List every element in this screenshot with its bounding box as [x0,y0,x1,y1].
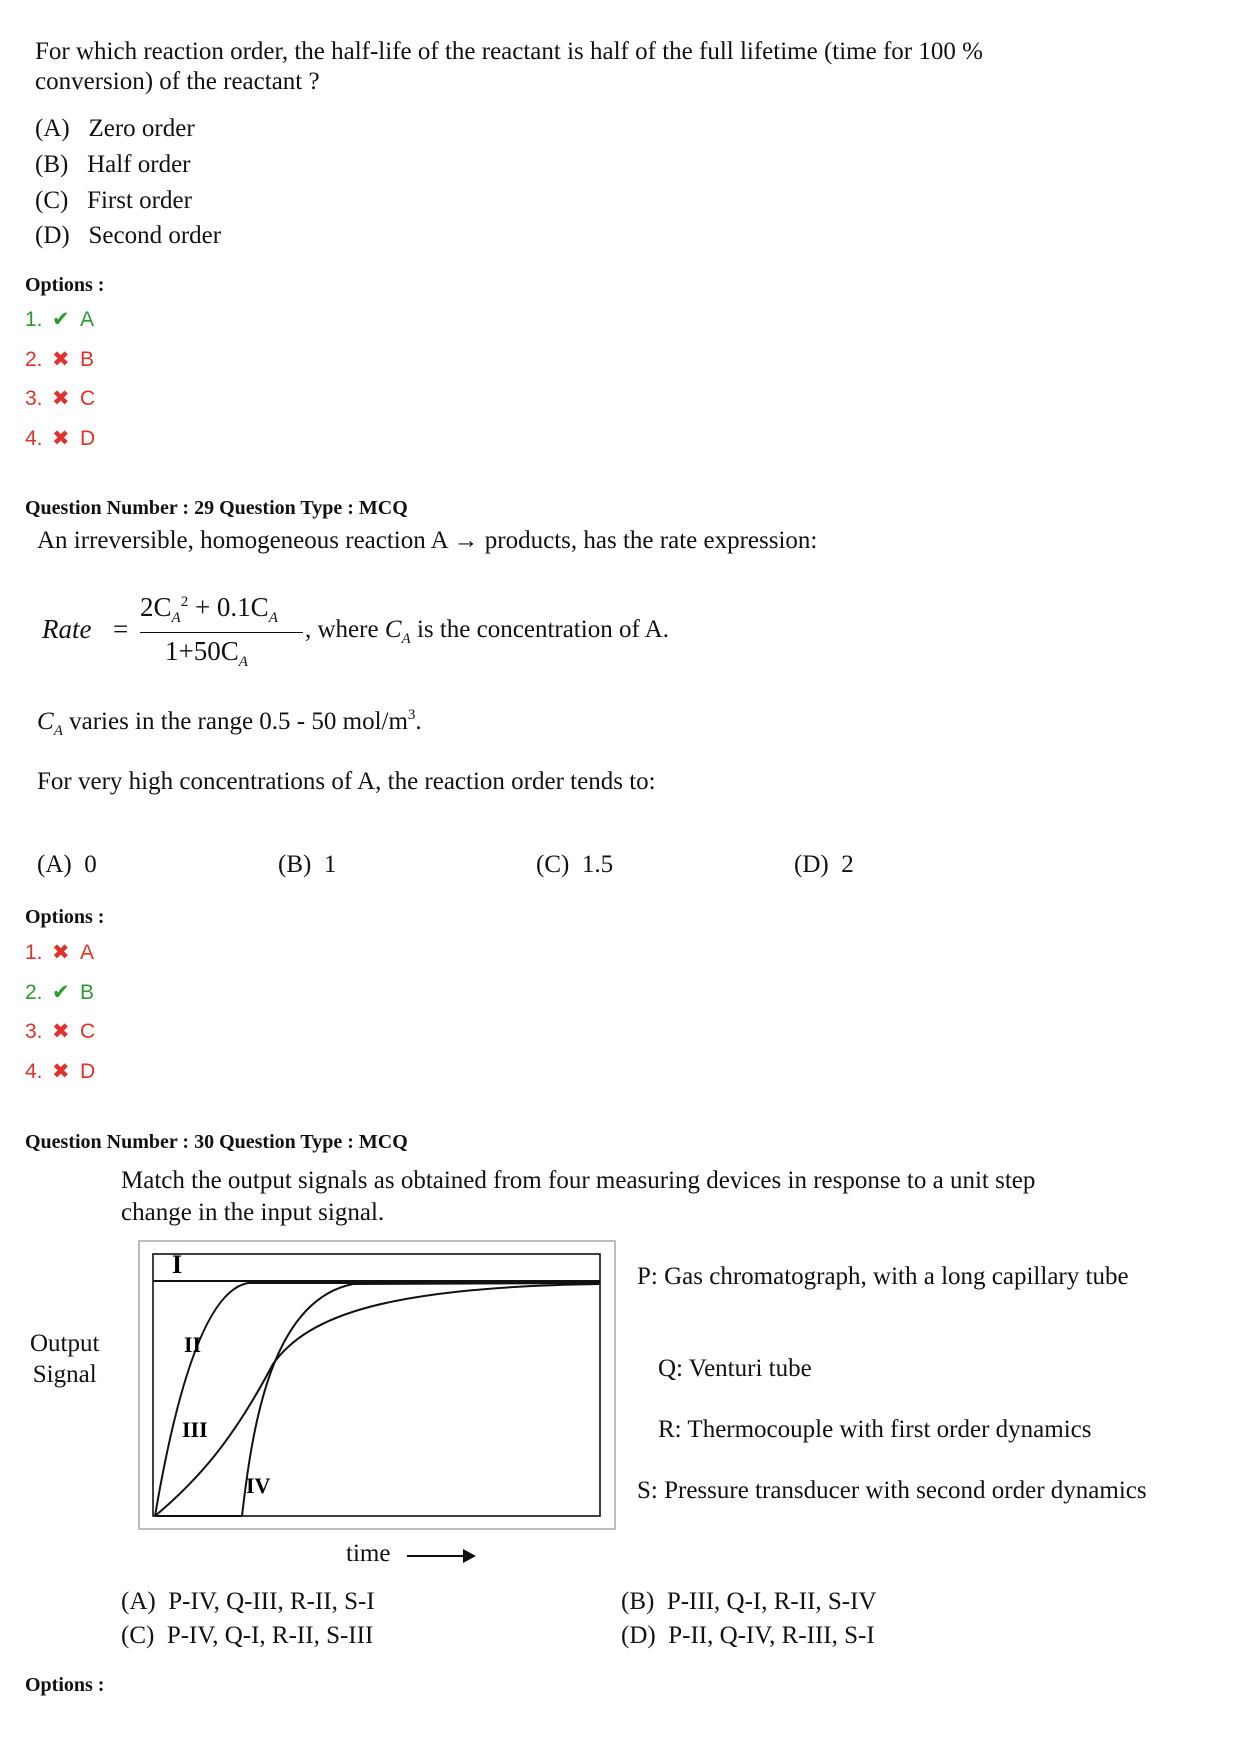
q29-choice-b: (B) 1 [278,851,337,878]
option-letter: D [80,427,96,450]
q29-where-text: , where $C_A$ is the concentration of A. [305,616,669,647]
option-number: 4. [25,1060,43,1083]
option-number: 4. [25,427,43,450]
q29-option-2 [25,980,94,1005]
choice-text: Zero order [88,115,195,142]
choice-label: (D) [35,222,70,249]
choice-text: First order [87,187,192,214]
q28-option-1 [25,307,94,332]
choice-label: (B) [35,151,69,178]
q29-option-3 [25,1019,95,1044]
q28-choice-d [35,220,221,251]
cross-icon: ✖ [52,1060,70,1083]
q29-question: For very high concentrations of A, the reaction order tends to: [37,768,656,795]
option-letter: D [80,1060,96,1083]
option-number: 2. [25,348,43,371]
q30-device-p: P: Gas chromatograph, with a long capillary tube [637,1263,1129,1290]
option-letter: A [80,308,95,331]
q28-stem-line2: conversion) of the reactant ? [35,68,320,95]
q29-range: $C_A$ varies in the range 0.5 - 50 mol/$m^3$. [37,707,422,739]
q28-option-3 [25,386,95,411]
option-letter: C [80,1020,96,1043]
choice-label: (C) [35,187,69,214]
q28-options-heading: Options : [25,274,105,296]
right-arrow-icon [405,1545,477,1567]
q29-equals: = [113,614,129,644]
q28-choice-b [35,149,191,180]
q30-choice-a: (A) P-IV, Q-III, R-II, S-I [121,1588,375,1615]
cross-icon: ✖ [52,1020,70,1043]
q30-device-q: Q: Venturi tube [658,1355,812,1382]
q30-choice-c: (C) P-IV, Q-I, R-II, S-III [121,1622,374,1649]
option-letter: C [80,387,96,410]
q29-numerator: $2C_A^2 + 0.1C_A$ [140,592,278,626]
q29-choice-a: (A) 0 [37,851,97,878]
q30-choice-b: (B) P-III, Q-I, R-II, S-IV [621,1588,877,1615]
q29-stem: An irreversible, homogeneous reaction A → products, has the rate expression: [37,527,818,554]
q30-device-r: R: Thermocouple with first order dynamics [658,1416,1092,1443]
q30-x-axis-label: time [346,1540,391,1567]
q28-stem-line1: For which reaction order, the half-life of the reactant is half of the full lifetime (time for 100 % [35,38,983,65]
q30-header: Question Number : 30 Question Type : MCQ [25,1131,408,1153]
q29-choice-d: (D) 2 [794,851,854,878]
curve-label-iii: III [182,1417,208,1442]
cross-icon: ✖ [52,387,70,410]
step-response-diagram [138,1240,618,1530]
q29-option-4 [25,1059,95,1084]
cross-icon: ✖ [52,348,70,371]
q29-choice-c: (C) 1.5 [536,851,614,878]
cross-icon: ✖ [52,427,70,450]
q29-rate-label: Rate [42,614,92,644]
q29-header: Question Number : 29 Question Type : MCQ [25,497,408,519]
option-number: 1. [25,308,43,331]
cross-icon: ✖ [52,941,70,964]
curve-label-ii: II [184,1332,202,1357]
q29-fraction-bar [140,632,303,633]
option-number: 2. [25,981,43,1004]
q28-option-2 [25,347,94,372]
choice-text: Half order [87,151,191,178]
choice-label: (A) [35,115,70,142]
option-number: 3. [25,1020,43,1043]
q30-stem-line2: change in the input signal. [121,1199,385,1226]
option-number: 3. [25,387,43,410]
q30-choice-d: (D) P-II, Q-IV, R-III, S-I [621,1622,875,1649]
q30-stem-line1: Match the output signals as obtained from four measuring devices in response to a unit step [121,1167,1036,1194]
curve-label-iv: IV [246,1473,271,1498]
option-number: 1. [25,941,43,964]
q29-option-1 [25,940,94,965]
q30-device-s: S: Pressure transducer with second order dynamics [637,1477,1147,1504]
check-icon: ✔ [52,308,70,331]
q28-choice-c [35,185,192,216]
q29-denominator: $1+50C_A$ [165,636,248,670]
option-letter: A [80,941,95,964]
option-letter: B [80,981,95,1004]
q30-options-heading: Options : [25,1674,105,1696]
curve-label-i: I [172,1250,183,1279]
q29-options-heading: Options : [25,906,105,928]
q28-choice-a [35,113,195,144]
check-icon: ✔ [52,981,70,1004]
q30-y-axis-label: Output Signal [30,1330,100,1388]
choice-text: Second order [88,222,222,249]
q28-option-4 [25,426,95,451]
option-letter: B [80,348,95,371]
